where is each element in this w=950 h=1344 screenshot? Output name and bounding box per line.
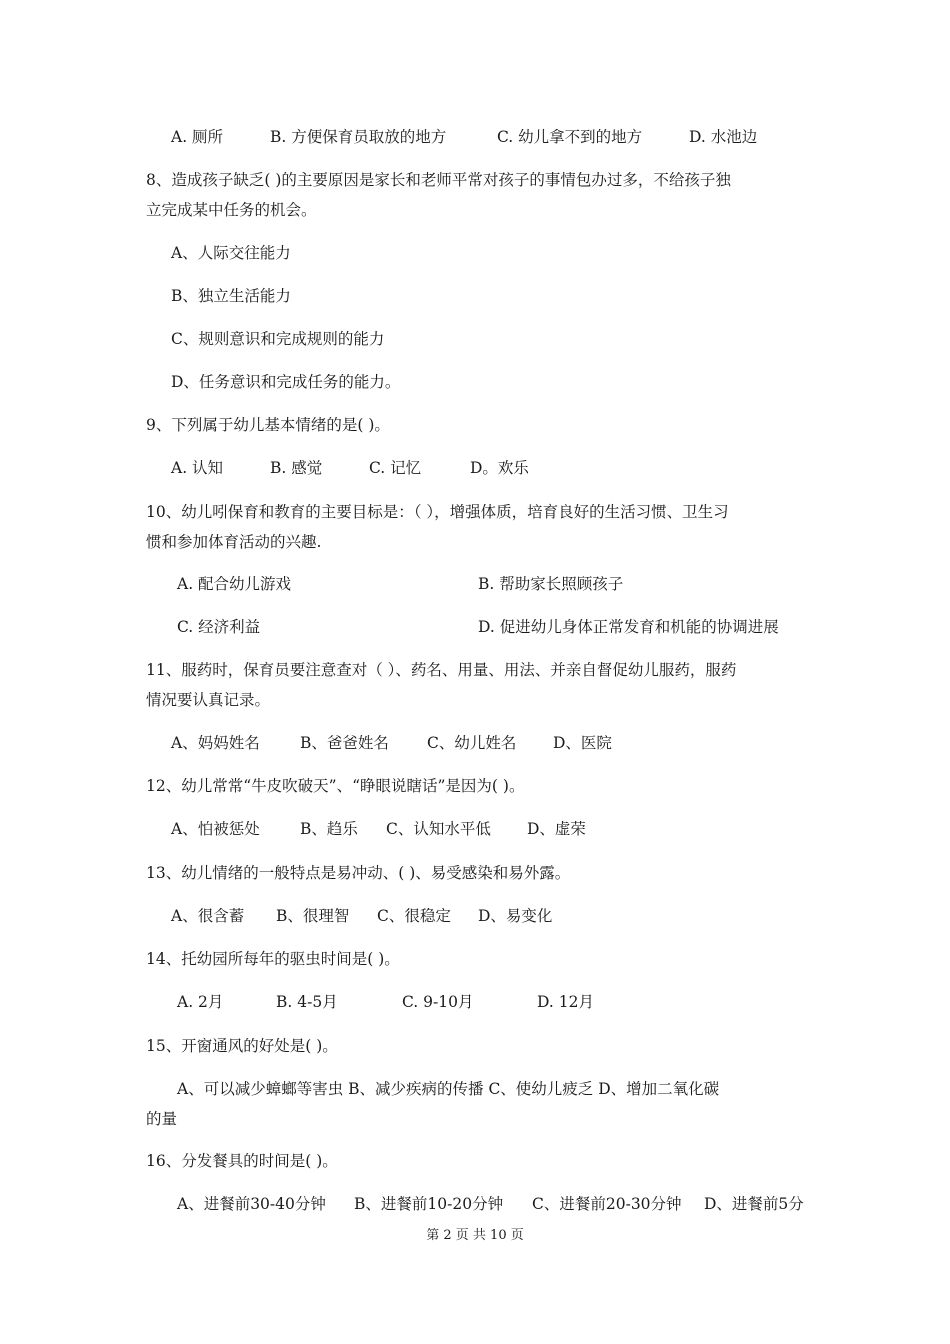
q8-option-d: D、任务意识和完成任务的能力。: [171, 373, 401, 391]
q12-option-c: C、认知水平低: [386, 820, 491, 838]
q13-text: 13、幼儿情绪的一般特点是易冲动、( )、易受感染和易外露。: [146, 864, 571, 882]
q7-option-c: C. 幼儿拿不到的地方: [497, 128, 643, 146]
q14-option-b: B. 4-5月: [276, 993, 338, 1011]
q9-option-d: D。欢乐: [470, 459, 529, 477]
q10-text-line2: 惯和参加体育活动的兴趣.: [146, 533, 322, 551]
q13-option-b: B、很理智: [276, 907, 350, 925]
q7-option-d: D. 水池边: [689, 128, 758, 146]
q14-option-a: A. 2月: [177, 993, 224, 1011]
q7-option-b: B. 方便保育员取放的地方: [270, 128, 447, 146]
q9-option-b: B. 感觉: [270, 459, 323, 477]
q16-option-d: D、进餐前5分: [704, 1195, 804, 1213]
q13-option-a: A、很含蓄: [171, 907, 245, 925]
q16-option-b: B、进餐前10-20分钟: [354, 1195, 504, 1213]
q11-option-a: A、妈妈姓名: [171, 734, 260, 752]
q11-option-d: D、医院: [553, 734, 612, 752]
q10-text-line1: 10、幼儿吲保育和教育的主要目标是：（ ），增强体质，培育良好的生活习惯、卫生习: [146, 503, 729, 521]
q11-option-c: C、幼儿姓名: [427, 734, 517, 752]
q13-option-d: D、易变化: [478, 907, 553, 925]
q14-option-c: C. 9-10月: [402, 993, 474, 1011]
q8-text-line2: 立完成某中任务的机会。: [146, 201, 317, 219]
q12-option-a: A、怕被惩处: [171, 820, 260, 838]
q14-text: 14、托幼园所每年的驱虫时间是( )。: [146, 950, 400, 968]
page-number-footer: 第 2 页 共 10 页: [426, 1228, 524, 1243]
q12-option-b: B、趋乐: [300, 820, 358, 838]
q8-option-a: A、人际交往能力: [171, 244, 291, 262]
q15-options-wrap: 的量: [146, 1110, 178, 1128]
q16-option-c: C、进餐前20-30分钟: [532, 1195, 682, 1213]
q9-text: 9、下列属于幼儿基本情绪的是( )。: [146, 416, 390, 434]
q9-option-c: C. 记忆: [369, 459, 422, 477]
q16-option-a: A、进餐前30-40分钟: [177, 1195, 326, 1213]
q10-option-b: B. 帮助家长照顾孩子: [478, 575, 624, 593]
q15-text: 15、开窗通风的好处是( )。: [146, 1037, 338, 1055]
q15-options-line: A、可以减少蟑螂等害虫 B、减少疾病的传播 C、使幼儿疲乏 D、增加二氧化碳: [177, 1080, 720, 1098]
q10-option-d: D. 促进幼儿身体正常发育和机能的协调进展: [478, 618, 779, 636]
q11-text-line1: 11、服药时，保育员要注意查对（ ）、药名、用量、用法、并亲自督促幼儿服药，服药: [146, 661, 737, 679]
q8-option-c: C、规则意识和完成规则的能力: [171, 330, 385, 348]
q12-text: 12、幼儿常常“牛皮吹破天”、“睁眼说瞎话”是因为( )。: [146, 777, 525, 795]
q11-option-b: B、爸爸姓名: [300, 734, 389, 752]
q7-option-a: A. 厕所: [171, 128, 224, 146]
q10-option-c: C. 经济利益: [177, 618, 261, 636]
q8-option-b: B、独立生活能力: [171, 287, 291, 305]
q9-option-a: A. 认知: [171, 459, 224, 477]
q12-option-d: D、虚荣: [527, 820, 586, 838]
q10-option-a: A. 配合幼儿游戏: [177, 575, 292, 593]
q16-text: 16、分发餐具的时间是( )。: [146, 1152, 338, 1170]
q8-text-line1: 8、造成孩子缺乏( )的主要原因是家长和老师平常对孩子的事情包办过多，不给孩子独: [146, 171, 731, 189]
q11-text-line2: 情况要认真记录。: [146, 691, 271, 709]
q13-option-c: C、很稳定: [377, 907, 451, 925]
q14-option-d: D. 12月: [537, 993, 594, 1011]
